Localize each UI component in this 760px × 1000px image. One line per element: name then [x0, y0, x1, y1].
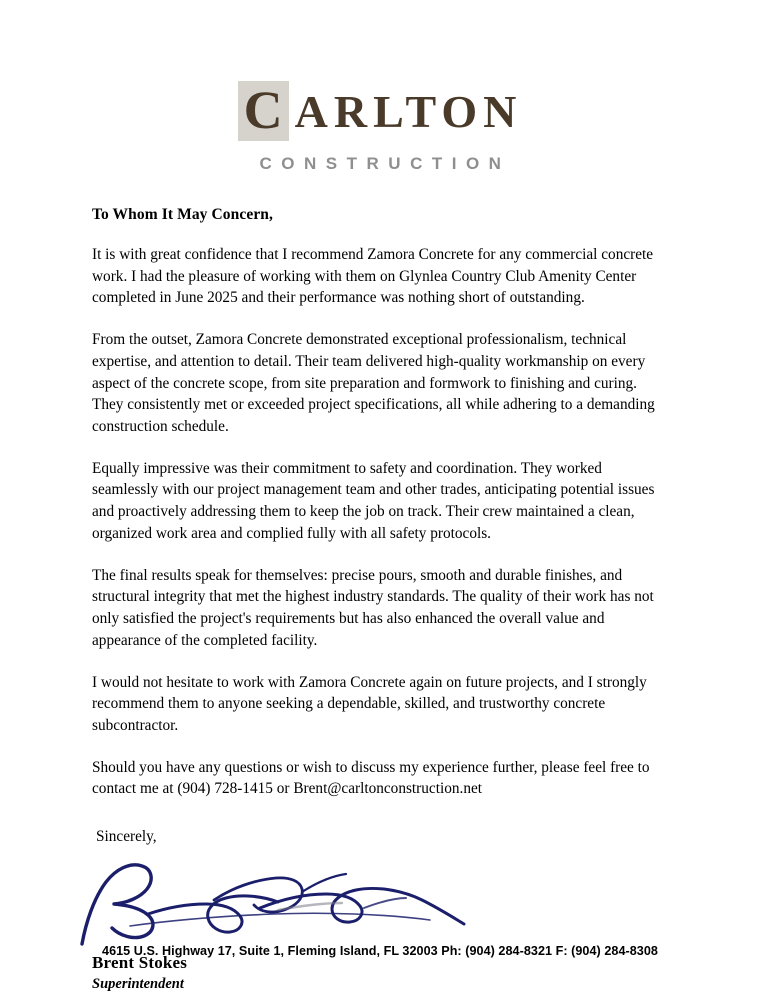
- paragraph: I would not hesitate to work with Zamora Concrete again on future projects, and I strongly recommend them to anyone seeking a dependable, skilled, and trustworthy concrete subcontractor.: [92, 673, 647, 734]
- signer-name: Brent Stokes: [92, 953, 188, 973]
- paragraph: It is with great confidence that I recommend Zamora Concrete for any commercial concrete work. I had the pleasure of working with them on Glynlea Country Club Amenity Center completed in June 2025 and their performance was nothing short of outstanding.: [92, 246, 654, 307]
- logo-initial-letter: C: [238, 81, 289, 141]
- paragraph: The final results speak for themselves: precise pours, smooth and durable finishes, and structural integrity that met the highest industry standards. The quality of their work has not only satisfied the project's requirements but has also enhanced the overall value and appearance of the completed facility.: [92, 566, 654, 649]
- logo-subtitle: CONSTRUCTION: [259, 154, 511, 173]
- salutation: To Whom It May Concern,: [92, 206, 273, 223]
- closing-line: Sincerely,: [96, 828, 157, 846]
- letterhead: [0, 0, 760, 174]
- paragraph: Should you have any questions or wish to discuss my experience further, please feel free to contact me at (904) 728-1415 or Brent@carltonconstruction.net: [92, 758, 650, 798]
- signer-title: Superintendent: [92, 976, 184, 993]
- letter-body: [92, 206, 668, 993]
- logo-wordmark-text: ARLTON: [294, 86, 523, 137]
- company-logo: [238, 82, 523, 142]
- paragraph: From the outset, Zamora Concrete demonstrated exceptional professionalism, technical expertise, and attention to detail. Their team delivered high-quality workmanship on every aspect of the concrete scope, from site preparation and formwork to finishing and curing. They consistently met or exceeded project specifications, all while adhering to a demanding construction schedule.: [92, 331, 655, 436]
- signature-image: [64, 848, 484, 958]
- paragraph: Equally impressive was their commitment to safety and coordination. They worked seamlessly with our project management team and other trades, anticipating potential issues and proactively addressing them to keep the job on track. Their crew maintained a clean, organized work area and complied fully with all safety protocols.: [92, 459, 655, 542]
- footer-address: 4615 U.S. Highway 17, Suite 1, Fleming Island, FL 32003 Ph: (904) 284-8321 F: (904) 284-8308: [102, 944, 658, 958]
